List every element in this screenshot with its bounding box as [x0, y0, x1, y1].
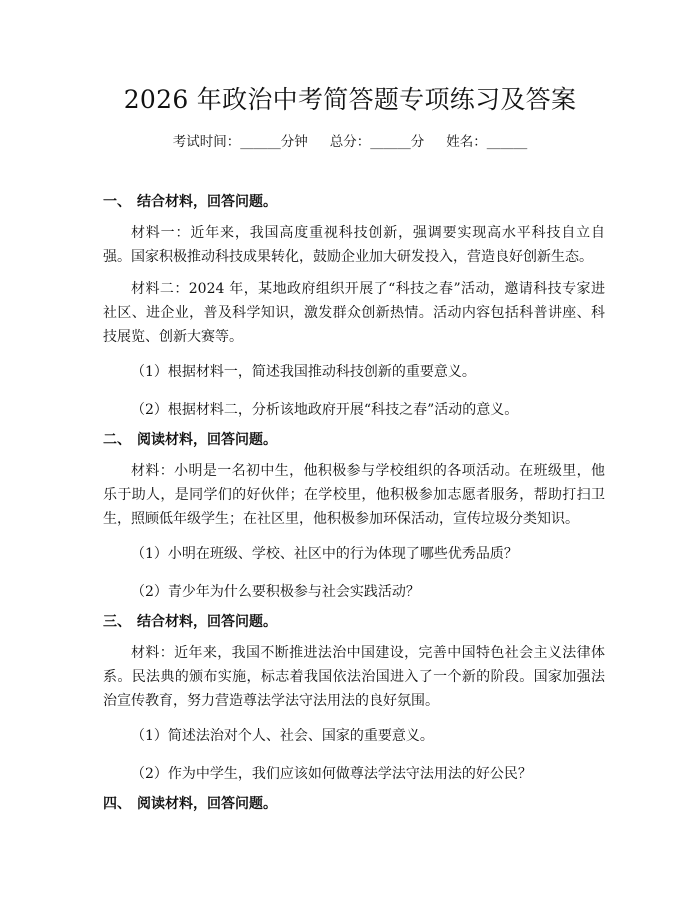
section-number: 二、: [103, 432, 131, 448]
section-number: 四、: [103, 796, 131, 812]
section-instruction: 结合材料，回答问题。: [137, 614, 277, 630]
sub-question: （1）小明在班级、学校、社区中的行为体现了哪些优秀品质？: [131, 546, 518, 562]
section-instruction: 阅读材料，回答问题。: [137, 432, 277, 448]
student-name-field: 姓名：______: [446, 134, 528, 150]
sub-question: （2）青少年为什么要积极参与社会实践活动？: [131, 584, 420, 600]
sub-question: （1）根据材料一，简述我国推动科技创新的重要意义。: [131, 364, 476, 380]
material-paragraph: 材料：小明是一名初中生，他积极参与学校组织的各项活动。在班级里，他乐于助人，是同学们的好伙伴；在学校里，他积极参加志愿者服务，帮助打扫卫生，照顾低年级学生；在社区里，他积极参加环保活动，宣传垃圾分类知识。: [103, 463, 605, 527]
question-list: [103, 191, 605, 815]
total-score-field: 总分：______分: [329, 134, 425, 150]
sub-question: （1）简述法治对个人、社会、国家的重要意义。: [131, 728, 434, 744]
sub-question: （2）根据材料二，分析该地政府开展“科技之春”活动的意义。: [131, 402, 519, 418]
section-number: 三、: [103, 614, 131, 630]
section-number: 一、: [103, 194, 131, 210]
sub-question: （2）作为中学生，我们应该如何做尊法学法守法用法的好公民？: [131, 766, 532, 782]
section-heading-1: [103, 191, 605, 213]
exam-meta-line: [0, 133, 700, 151]
section-instruction: 阅读材料，回答问题。: [137, 796, 277, 812]
material-paragraph: 材料一：近年来，我国高度重视科技创新，强调要实现高水平科技自立自强。国家积极推动科技成果转化，鼓励企业加大研发投入，营造良好创新生态。: [103, 225, 605, 265]
page-title: 2026 年政治中考简答题专项练习及答案: [123, 85, 577, 114]
section-instruction: 结合材料，回答问题。: [137, 194, 277, 210]
material-paragraph: 材料：近年来，我国不断推进法治中国建设，完善中国特色社会主义法律体系。民法典的颁布实施，标志着我国依法治国进入了一个新的阶段。国家加强法治宣传教育，努力营造尊法学法守法用法的良好氛围。: [103, 645, 605, 709]
exam-time-field: 考试时间：______分钟: [172, 134, 308, 150]
section-heading-2: [103, 429, 605, 451]
material-paragraph: 材料二：2024 年，某地政府组织开展了“科技之春”活动，邀请科技专家进社区、进企业，普及科学知识，激发群众创新热情。活动内容包括科普讲座、科技展览、创新大赛等。: [103, 281, 605, 345]
section-heading-4: [103, 793, 605, 815]
section-heading-3: [103, 611, 605, 633]
